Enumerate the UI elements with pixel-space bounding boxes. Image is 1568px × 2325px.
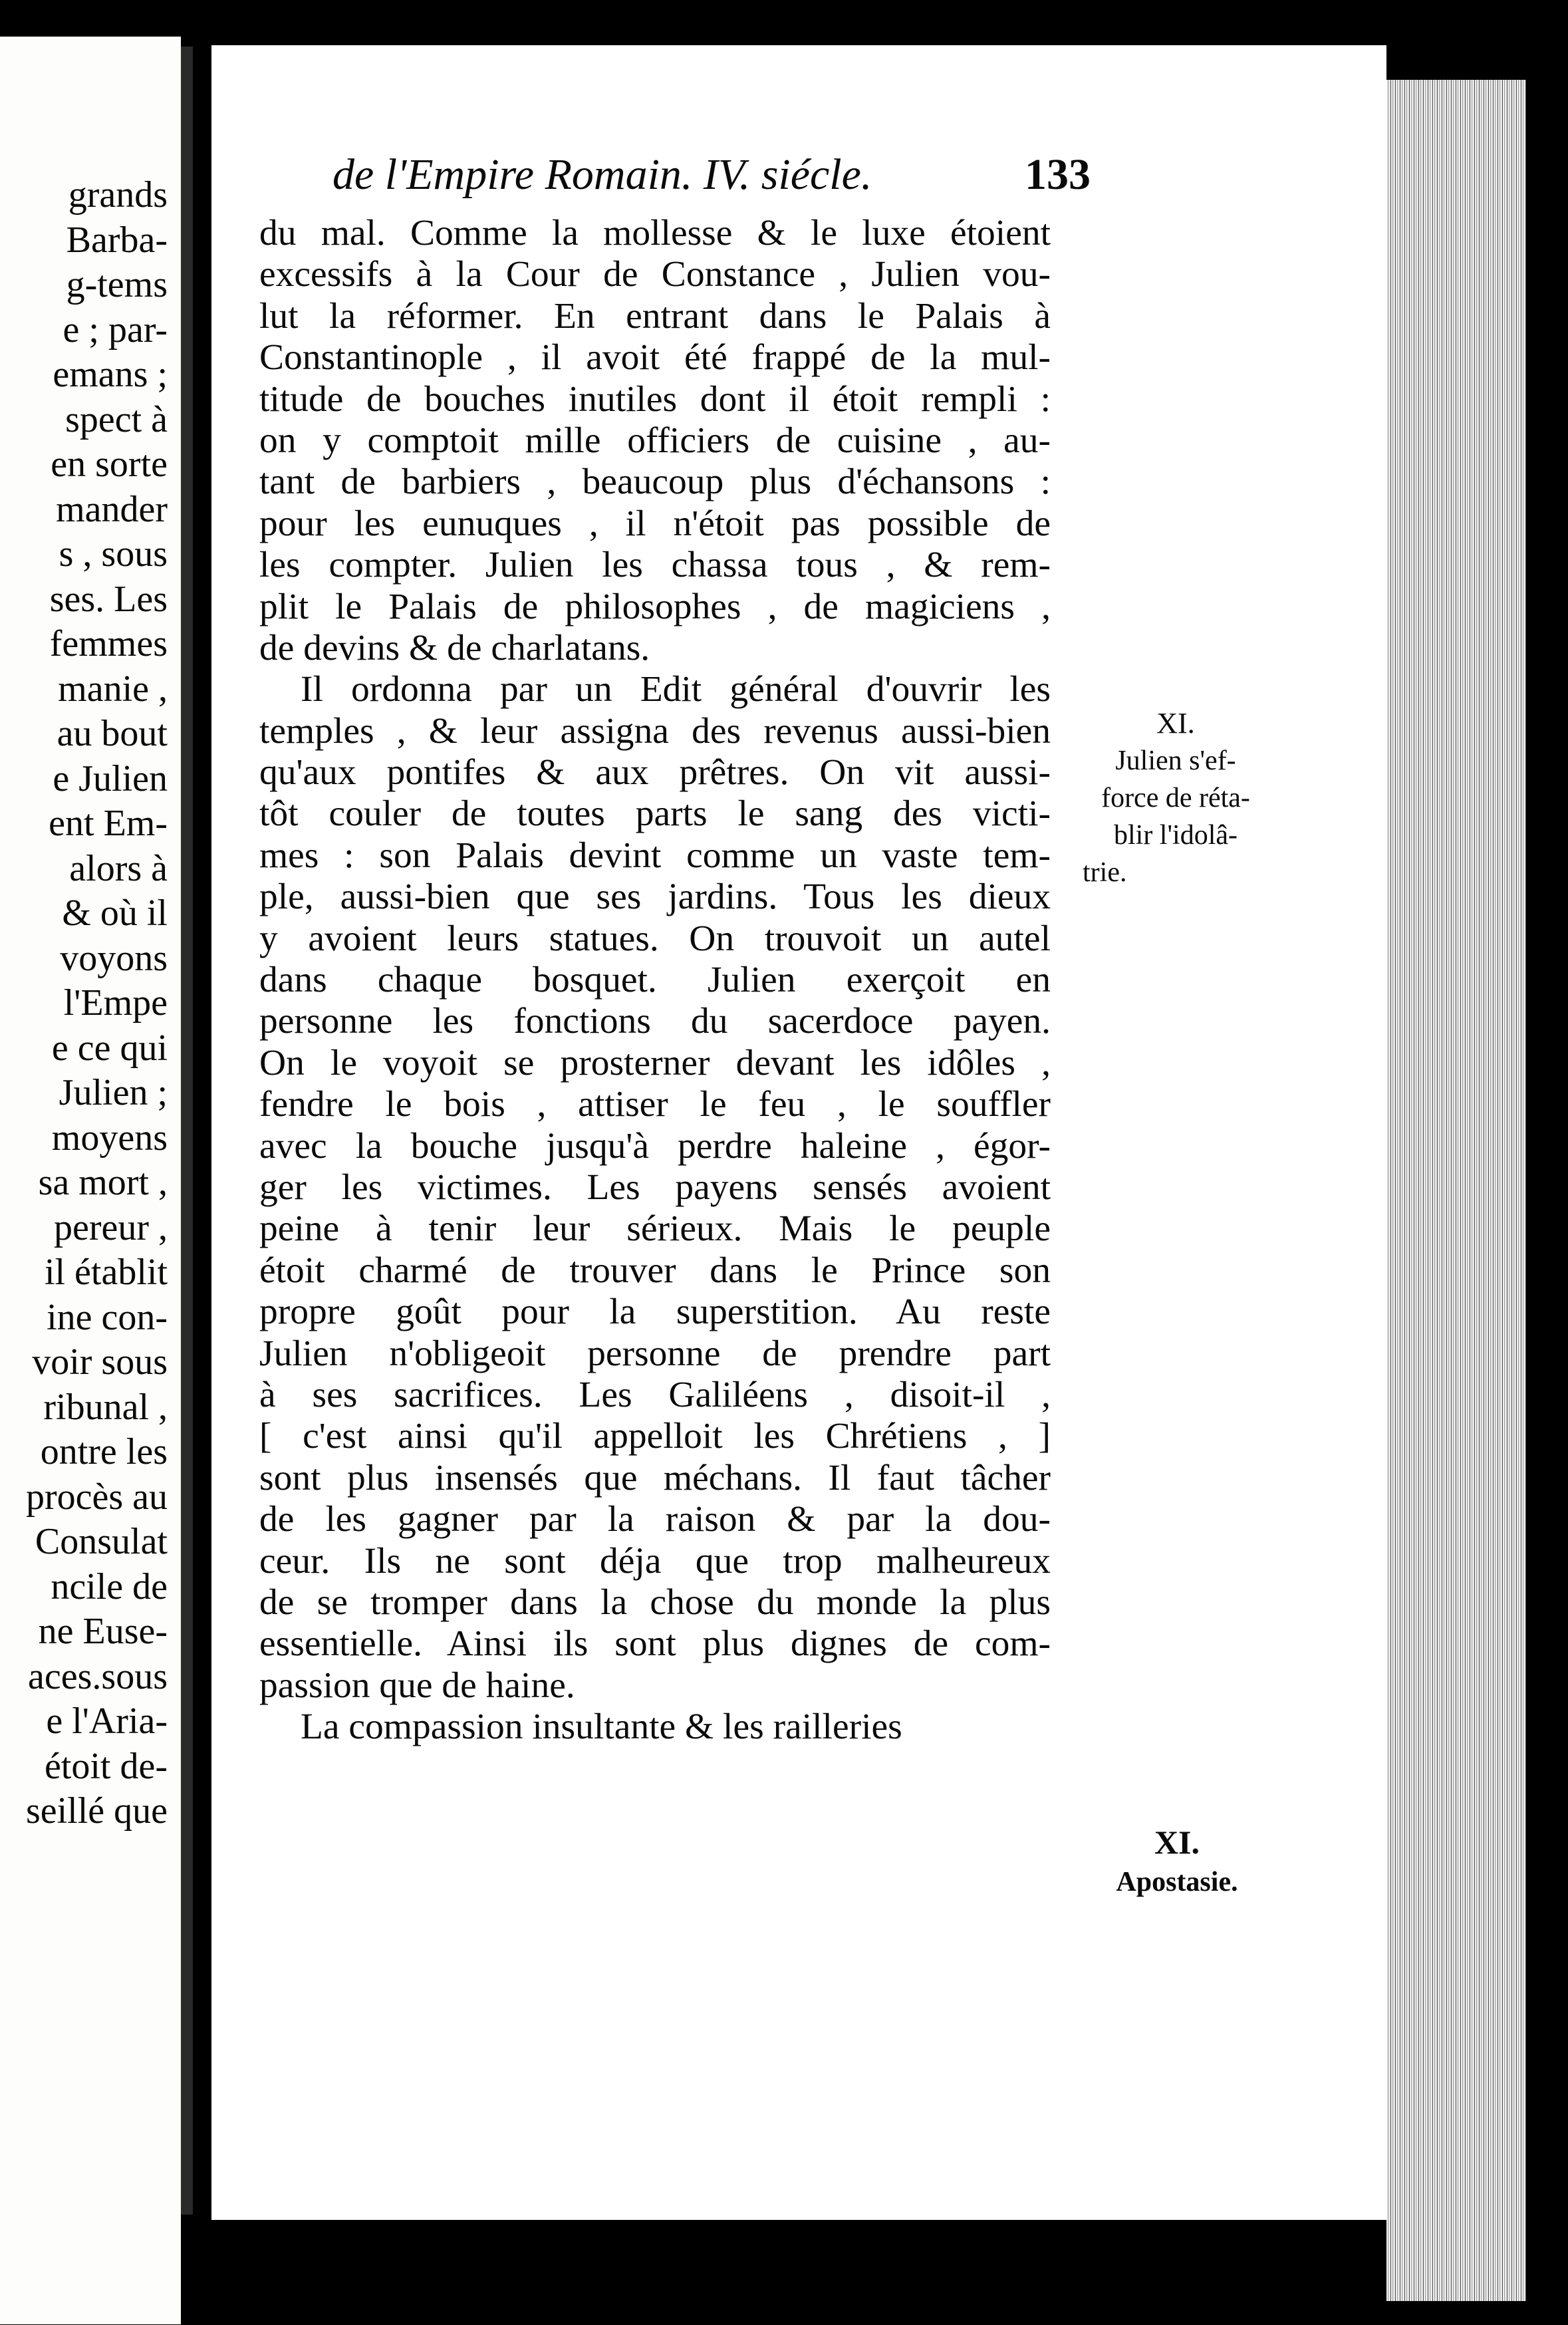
marginal-note-number: XI. [1156,707,1195,740]
text-line: essentielle. Ainsi ils sont plus dignes de com- [259,1623,1051,1665]
facing-page-line: mander [56,488,168,530]
page-edges [1386,80,1526,2301]
facing-page-line: ribunal , [43,1386,168,1428]
running-head-title: de l'Empire Romain. IV. siécle. [332,150,872,199]
facing-page-line: ine con- [47,1296,168,1338]
facing-page-line: Barba- [66,219,168,261]
text-line: Il ordonna par un Edit général d'ouvrir les [301,669,1051,710]
facing-page-line: étoit de- [44,1745,168,1787]
facing-page-line: e ce qui [51,1027,168,1069]
facing-page-line: manie , [58,668,168,710]
marginal-note-line: force de réta- [1101,783,1250,813]
text-line: les compter. Julien les chassa tous , & rem- [259,545,1051,586]
text-line: avec la bouche jusqu'à perdre haleine , égor- [259,1125,1051,1166]
facing-page-line: & où il [62,892,168,934]
facing-page-line: sa mort , [38,1162,168,1203]
gutter-shadow [181,47,193,2215]
text-line: propre goût pour la superstition. Au reste [259,1292,1051,1333]
facing-page-line: g-tems [66,264,168,305]
text-line: Constantinople , il avoit été frappé de la mul- [259,337,1051,378]
facing-page-line: emans ; [53,354,168,395]
facing-page-line: s , sous [59,533,168,575]
facing-page-line: ontre les [40,1431,168,1472]
facing-page [0,37,181,2324]
text-line: mes : son Palais devint comme un vaste tem- [259,835,1051,876]
text-line: y avoient leurs statues. On trouvoit un autel [259,918,1051,959]
facing-page-line: voir sous [32,1341,168,1383]
text-line: de devins & de charlatans. [259,627,650,668]
facing-page-line: ses. Les [49,578,168,620]
facing-page-line: Consulat [35,1521,168,1562]
text-line: passion que de haine. [259,1665,575,1706]
text-line: pour les eunuques , il n'étoit pas possible de [259,503,1051,544]
facing-page-text [26,173,168,1834]
text-line: personne les fonctions du sacerdoce payen. [259,1001,1051,1042]
facing-page-line: ent Em- [49,803,168,844]
facing-page-line: femmes [49,623,168,664]
text-line: plit le Palais de philosophes , de magiciens , [259,586,1051,627]
text-line: Julien n'obligeoit personne de prendre part [259,1333,1051,1374]
text-line: excessifs à la Cour de Constance , Julien vou- [259,254,1051,295]
text-line: ger les victimes. Les payens sensés avoient [259,1166,1051,1208]
facing-page-line: aces.sous [28,1655,168,1697]
marginal-note-idolatry [1069,705,1282,891]
text-line: On le voyoit se prosterner devant les idôles , [259,1042,1051,1083]
facing-page-line: Julien ; [59,1072,168,1113]
body-text [259,213,1051,1748]
facing-page-line: voyons [60,937,168,979]
facing-page-line: e ; par- [63,309,168,350]
text-line: La compassion insultante & les railleries [301,1707,902,1748]
facing-page-line: au bout [57,713,168,754]
text-line: ple, aussi-bien que ses jardins. Tous les dieux [259,877,1051,918]
text-line: étoit charmé de trouver dans le Prince son [259,1250,1051,1291]
text-line: à ses sacrifices. Les Galiléens , disoit-il , [259,1374,1051,1415]
marginal-note-apostasy [1097,1822,1257,1902]
text-line: on y comptoit mille officiers de cuisine , au- [259,420,1051,461]
facing-page-line: ncile de [51,1566,168,1607]
text-line: [ c'est ainsi qu'il appelloit les Chrétiens , ] [259,1416,1051,1457]
text-line: dans chaque bosquet. Julien exerçoit en [259,960,1051,1001]
text-line: sont plus insensés que méchans. Il faut tâcher [259,1457,1051,1498]
text-line: ceur. Ils ne sont déja que trop malheureux [259,1540,1051,1581]
marginal-note-line: trie. [1083,857,1127,888]
text-line: qu'aux pontifes & aux prêtres. On vit aussi- [259,752,1051,793]
text-line: de se tromper dans la chose du monde la plus [259,1581,1051,1623]
page-number: 133 [1025,150,1091,199]
text-line: temples , & leur assigna des revenus aussi-bien [259,710,1051,752]
running-head [332,150,1091,209]
text-line: du mal. Comme la mollesse & le luxe étoient [259,213,1051,253]
facing-page-line: e Julien [53,757,168,799]
text-line: tôt couler de toutes parts le sang des victi- [259,793,1051,835]
facing-page-line: spect à [65,398,168,440]
text-line: peine à tenir leur sérieux. Mais le peuple [259,1208,1051,1250]
facing-page-line: alors à [69,847,168,889]
facing-page-line: seillé que [25,1790,168,1832]
facing-page-line: grands [68,174,168,215]
facing-page-line: pereur , [53,1206,168,1248]
marginal-note-number: XI. [1154,1824,1200,1861]
facing-page-line: en sorte [51,444,168,485]
facing-page-line: e l'Aria- [46,1701,168,1742]
marginal-note-line: Julien s'ef- [1115,746,1236,776]
facing-page-line: procès au [25,1476,168,1518]
facing-page-line: il établit [44,1252,168,1293]
text-line: de les gagner par la raison & par la dou- [259,1499,1051,1540]
text-line: tant de barbiers , beaucoup plus d'échansons : [259,462,1051,503]
text-line: titude de bouches inutiles dont il étoit rempli : [259,378,1051,420]
text-line: lut la réformer. En entrant dans le Palais à [259,295,1051,337]
marginal-note-line: blir l'idolâ- [1113,820,1238,851]
facing-page-line: l'Empe [63,982,168,1024]
facing-page-line: moyens [51,1117,168,1159]
text-line: fendre le bois , attiser le feu , le souffler [259,1084,1051,1125]
facing-page-line: ne Euse- [38,1611,168,1652]
marginal-note-line: Apostasie. [1116,1867,1238,1897]
